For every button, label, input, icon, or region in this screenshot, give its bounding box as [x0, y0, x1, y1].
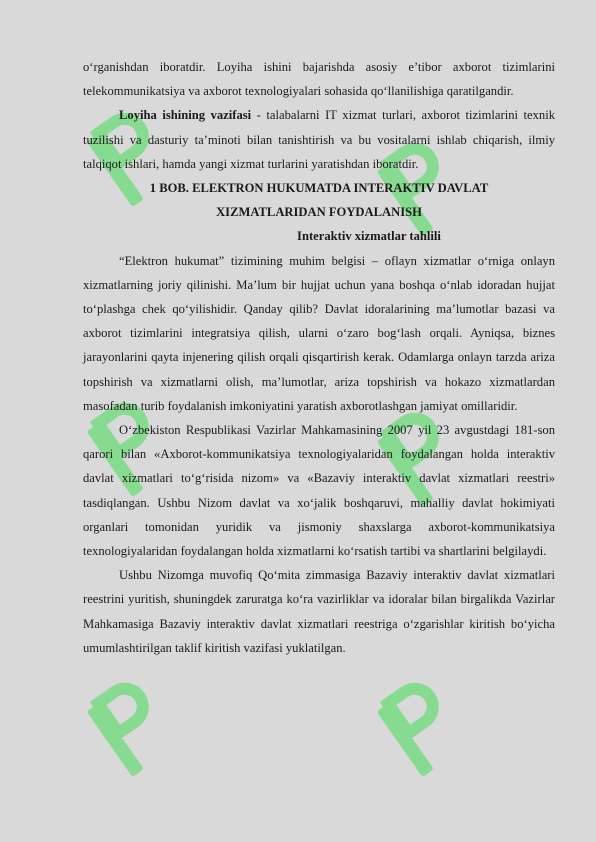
document-body: [83, 55, 555, 660]
paragraph-committee: Ushbu Nizomga muvofiq Qo‘mita zimmasiga Bazaviy interaktiv davlat xizmatlari reestrini yuritish, shuningdek zaruratga ko‘ra vazirliklar va idoralar bilan birgalikda Vazirlar Mahkamasiga Bazaviy interaktiv davlat xizmatlari reestriga o‘zgarishlar kiritish bo‘yicha umumlashtirilgan taklif kiritish vazifasi yuklatilgan.: [83, 568, 555, 655]
paragraph-project-task: [83, 103, 555, 176]
paragraph-resolution: O‘zbekiston Respublikasi Vazirlar Mahkamasining 2007 yil 23 avgustdagi 181-son qarori bilan «Axborot-kommunikatsiya texnologiyalaridan foydalangan holda interaktiv davlat xizmatlari to‘g‘risida nizom» va «Bazaviy interaktiv davlat xizmatlari reestri» tasdiqlangan. Ushbu Nizom davlat va xo‘jalik boshqaruvi, mahalliy davlat hokimiyati organlari tomonidan yuridik va jismoniy shaxslarga axborot-kommunikatsiya texnologiyalaridan foydalangan holda xizmatlarni ko‘rsatish tartibi va shartlarini belgilaydi.: [83, 423, 555, 559]
watermark-logo-icon: [360, 670, 480, 790]
paragraph-e-government: “Elektron hukumat” tizimining muhim belgisi – oflayn xizmatlar o‘rniga onlayn xizmatlarning joriy qilinishi. Ma’lum bir hujjat uchun yana boshqa o‘nlab idoradan hujjat to‘plashga chek qo‘yilishidir. Qanday qilib? Davlat idoralarining ma’lumotlar bazasi va axborot tizimlarini integratsiya qilish, ularni o‘zaro bog‘lash orqali. Ayniqsa, biznes jarayonlarini qayta injenering qilish orqali qisqartirish kerak. Odamlarga onlayn tarzda ariza topshirish va xizmatlarni olish, ma’lumotlar, ariza topshirish va hokazo xizmatlardan masofadan turib foydalanish imkoniyatini yaratish axborotlashgan jamiyat omillaridir.: [83, 253, 555, 413]
watermark-logo-icon: [70, 670, 190, 790]
project-task-label: Loyiha ishining vazifasi: [119, 108, 252, 123]
project-task-text: - talabalarni IT xizmat turlari, axborot tizimlarini texnik tuzilishi va dasturiy ta’minoti bilan tanishtirish va bu vositalarni ishlab chiqarish, ilmiy talqiqot ishlari, hamda yangi xizmat turlarini yaratishdan iboratdir.: [83, 108, 555, 171]
chapter-title-line-2: XIZMATLARIDAN FOYDALANISH: [216, 205, 422, 220]
chapter-title-line-1: 1 BOB. ELEKTRON HUKUMATDA INTERAKTIV DAVLAT: [149, 181, 489, 196]
section-title: Interaktiv xizmatlar tahlili: [297, 229, 441, 244]
paragraph-intro: o‘rganishdan iboratdir. Loyiha ishini bajarishda asosiy e’tibor axborot tizimlarini telekommunikatsiya va axborot texnologiyalari sohasida qo‘llanilishiga qaratilgandir.: [83, 60, 555, 99]
